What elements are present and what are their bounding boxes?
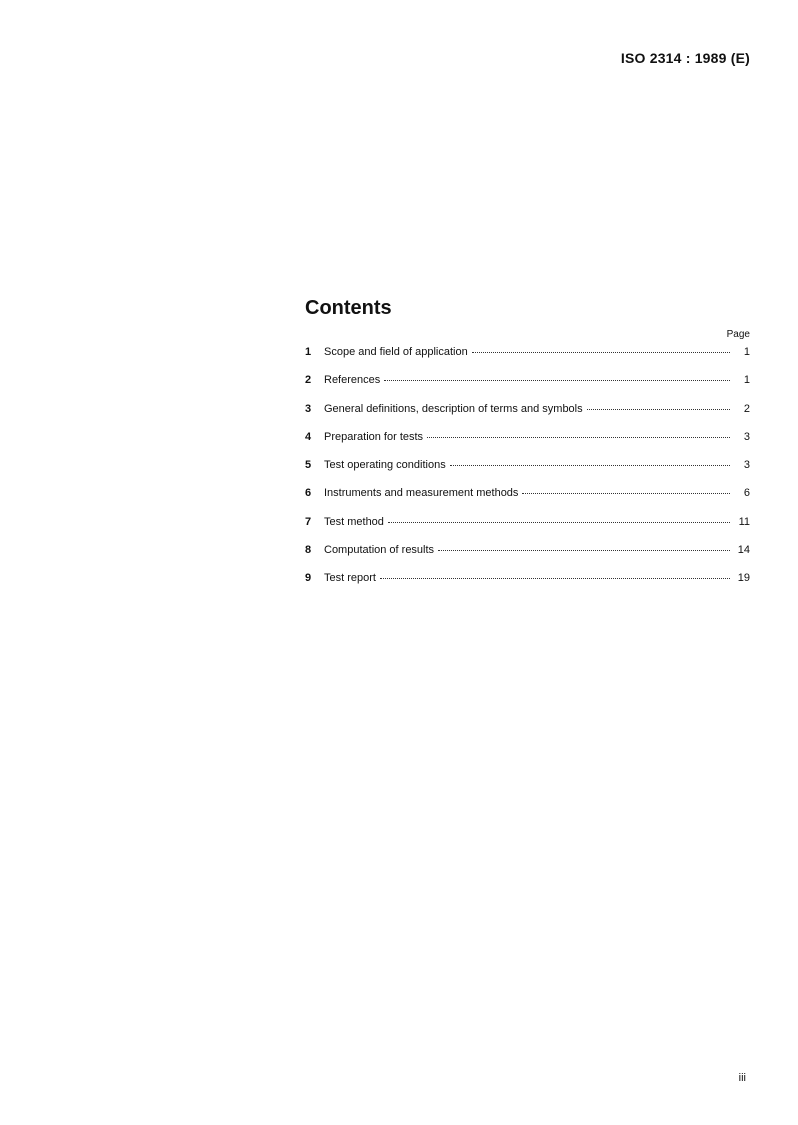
toc-entry-title: References: [324, 374, 381, 387]
toc-entry-title: Test method: [324, 515, 384, 528]
toc-entry-title: Instruments and measurement methods: [324, 487, 519, 500]
toc-list: [305, 346, 750, 601]
toc-entry-title: General definitions, description of terms and symbols: [324, 402, 583, 415]
toc-entry-title: Preparation for tests: [324, 430, 424, 443]
toc-dot-leader: [380, 578, 730, 579]
toc-entry-page: 14: [737, 544, 750, 557]
toc-entry-title: Test report: [324, 572, 376, 585]
toc-entry[interactable]: [305, 544, 750, 572]
toc-entry[interactable]: [305, 374, 750, 402]
toc-entry-page: 3: [743, 459, 750, 472]
toc-entry-title: Computation of results: [324, 544, 435, 557]
toc-entry-page: 3: [743, 430, 750, 443]
toc-entry[interactable]: [305, 487, 750, 515]
toc-entry[interactable]: [305, 516, 750, 544]
toc-entry-page: 19: [737, 572, 750, 585]
toc-entry-number: 7: [305, 515, 312, 528]
toc-entry-number: 2: [305, 374, 312, 387]
toc-entry[interactable]: [305, 572, 750, 600]
toc-dot-leader: [388, 522, 730, 523]
toc-entry-page: 1: [743, 346, 750, 358]
toc-dot-leader: [450, 465, 730, 466]
toc-entry[interactable]: [305, 431, 750, 459]
toc-entry-number: 3: [305, 402, 312, 415]
toc-entry-number: 6: [305, 487, 312, 500]
toc-entry[interactable]: [305, 459, 750, 487]
toc-dot-leader: [384, 380, 730, 381]
toc-entry-page: 2: [743, 402, 750, 415]
toc-dot-leader: [522, 493, 730, 494]
toc-dot-leader: [587, 409, 730, 410]
toc-entry-page: 11: [738, 515, 750, 528]
page-column-label: Page: [726, 329, 750, 340]
toc-entry-number: 8: [305, 544, 312, 557]
table-of-contents: [305, 296, 750, 601]
toc-entry-page: 1: [743, 374, 750, 387]
toc-entry-number: 5: [305, 459, 312, 472]
toc-entry-number: 4: [305, 430, 312, 443]
toc-dot-leader: [472, 352, 730, 353]
document-identifier: ISO 2314 : 1989 (E): [620, 50, 750, 66]
toc-dot-leader: [427, 437, 730, 438]
toc-dot-leader: [438, 550, 730, 551]
page-number: iii: [738, 1072, 746, 1084]
toc-entry-page: 6: [743, 487, 750, 500]
contents-heading: Contents: [305, 297, 392, 319]
toc-entry-title: Scope and field of application: [324, 346, 468, 358]
toc-entry[interactable]: [305, 346, 750, 374]
toc-entry-title: Test operating conditions: [324, 459, 446, 472]
toc-entry-number: 9: [305, 572, 312, 585]
toc-entry-number: 1: [305, 346, 312, 358]
toc-entry[interactable]: [305, 403, 750, 431]
